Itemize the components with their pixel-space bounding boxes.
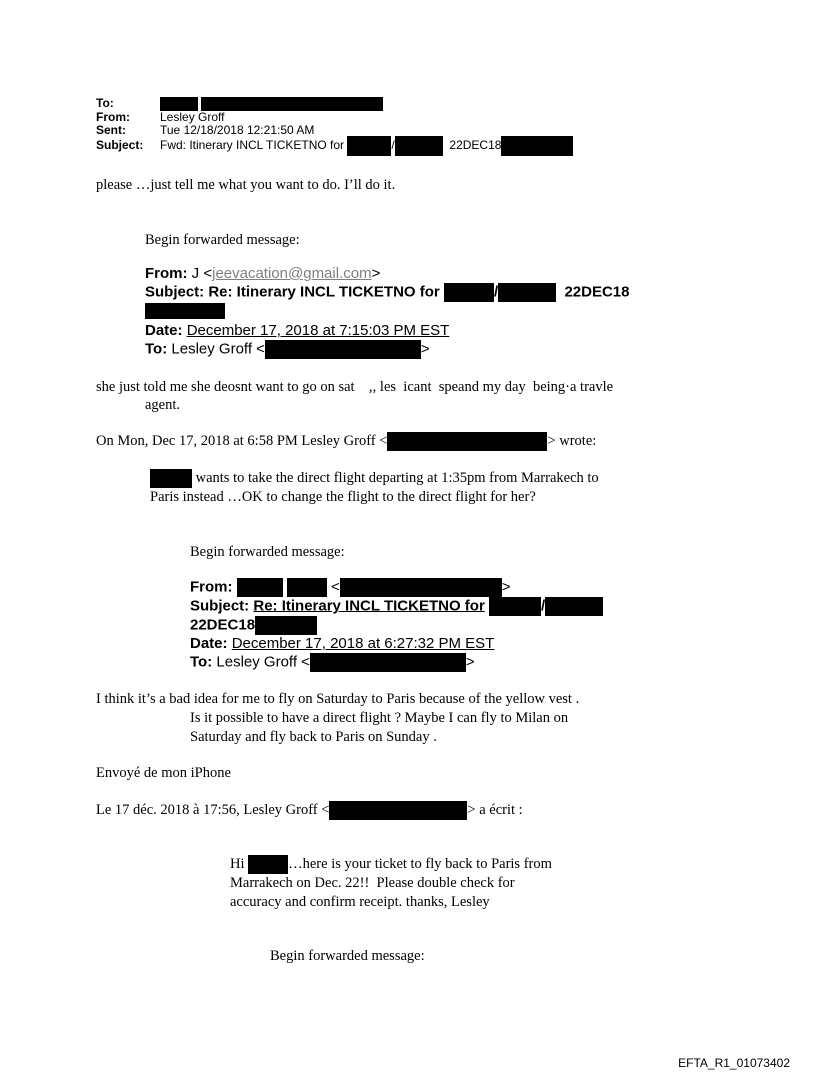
redaction [489,597,541,616]
redaction [160,97,198,111]
begin-forwarded-label: Begin forwarded message: [145,232,300,248]
redaction [347,136,391,156]
fwd2-date-label: Date: [190,635,228,652]
fwd1-to-label: To: [145,340,168,358]
redaction [265,340,421,359]
redaction [329,801,467,820]
fwd2-subject-slash: / [540,597,546,615]
message-line: Saturday and fly back to Paris on Sunday . [190,729,437,745]
forwarded-header-1 [145,265,630,359]
from-label: From: [96,110,130,124]
sent-value: Tue 12/18/2018 12:21:50 AM [160,122,315,137]
fwd2-to-close: > [465,653,475,671]
greeting: Hi [230,856,245,872]
fwd1-from-row [145,265,630,283]
fwd1-from-label: From: [145,265,188,282]
quote-attribution-suffix: > wrote: [547,433,597,449]
quoted-line [230,855,552,874]
fwd2-to-value: Lesley Groff < [216,653,310,671]
subject-label: Subject: [96,138,144,153]
quoted-line-text: …here is your ticket to fly back to Paris from [288,856,552,872]
redaction [248,855,288,874]
body-line: please …just tell me what you want to do. I’ll do it. [96,177,396,193]
fwd1-subject-slash: / [493,283,499,301]
subject-slash: / [391,138,395,153]
redaction [237,578,283,597]
redaction [340,578,502,597]
begin-forwarded-label: Begin forwarded message: [190,544,345,560]
quoted-line: accuracy and confirm receipt. thanks, Lesley [230,894,490,910]
fwd1-date-label: Date: [145,322,183,339]
quote-attribution-prefix: On Mon, Dec 17, 2018 at 6:58 PM Lesley Groff < [96,433,388,449]
subject-prefix: Fwd: Itinerary INCL TICKETNO for [160,138,345,153]
fwd2-date-value: December 17, 2018 at 6:27:32 PM EST [231,635,495,652]
fwd1-from-name: J < [191,265,213,282]
message-line: Is it possible to have a direct flight ? Maybe I can fly to Milan on [190,710,569,726]
fwd1-subject-date: 22DEC18 [564,283,630,301]
redaction [395,136,443,156]
redaction [201,97,383,111]
quoted-line: Paris instead …OK to change the flight to the direct flight for her? [150,489,536,505]
fwd2-from-row [190,578,603,597]
redaction [145,303,225,319]
quoted-line-text: wants to take the direct flight departing at 1:35pm from Marrakech to [195,470,599,486]
fwd1-from-email-link[interactable]: jeevacation@gmail.com [212,265,372,282]
fwd1-subject-label: Subject: Re: Itinerary INCL TICKETNO for [145,283,440,301]
fwd1-subject-row [145,283,630,302]
quote-attribution-prefix: Le 17 déc. 2018 à 17:56, Lesley Groff < [96,802,330,818]
fwd1-to-close: > [420,340,430,358]
fwd2-from-label: From: [190,578,233,596]
fwd2-subject-row [190,597,603,616]
header-subject-row [96,136,573,156]
document-id: EFTA_R1_01073402 [678,1056,790,1070]
message-line: I think it’s a bad idea for me to fly on Saturday to Paris because of the yellow vest . [96,691,580,707]
redaction [150,469,192,488]
from-value: Lesley Groff [160,110,225,124]
email-header [96,97,573,156]
fwd1-from-close: > [371,265,381,282]
fwd1-date-value: December 17, 2018 at 7:15:03 PM EST [186,322,450,339]
redaction [545,597,603,616]
quote-attribution-suffix: > a écrit : [467,802,523,818]
fwd2-from-gt: > [501,578,511,596]
fwd1-date-row [145,322,630,340]
redaction [444,283,494,302]
fwd2-subject-cont-row [190,616,603,635]
quote-attribution [96,801,523,820]
begin-forwarded-label: Begin forwarded message: [270,948,425,964]
redaction [387,432,547,451]
fwd1-to-value: Lesley Groff < [171,340,265,358]
redaction [310,653,466,672]
quoted-line: Marrakech on Dec. 22!! Please double check for [230,875,515,891]
fwd2-to-row [190,653,603,672]
quote-attribution [96,432,596,451]
subject-date: 22DEC18 [449,138,502,153]
redaction [501,136,573,156]
sent-label: Sent: [96,122,126,137]
header-sent-row [96,124,573,137]
fwd2-to-label: To: [190,653,213,671]
fwd2-from-lt: < [331,578,340,596]
fwd1-subject-cont-row [145,302,630,320]
redaction [287,578,327,597]
redaction [255,616,317,635]
to-label: To: [96,96,114,111]
header-to-row [96,97,573,111]
reply-line: agent. [145,397,181,413]
fwd1-to-row [145,340,630,359]
fwd2-subject-date: 22DEC18 [190,616,256,634]
redaction [498,283,556,302]
fwd2-subject-text: Re: Itinerary INCL TICKETNO for [253,597,485,615]
fwd2-date-row [190,635,603,653]
fwd2-subject-label: Subject: [190,597,250,615]
forwarded-header-2 [190,578,603,672]
quoted-line [150,469,599,488]
reply-line: she just told me she deosnt want to go on sat ,, les icant speand my day being·a travle [96,379,614,395]
signature-line: Envoyé de mon iPhone [96,765,231,781]
